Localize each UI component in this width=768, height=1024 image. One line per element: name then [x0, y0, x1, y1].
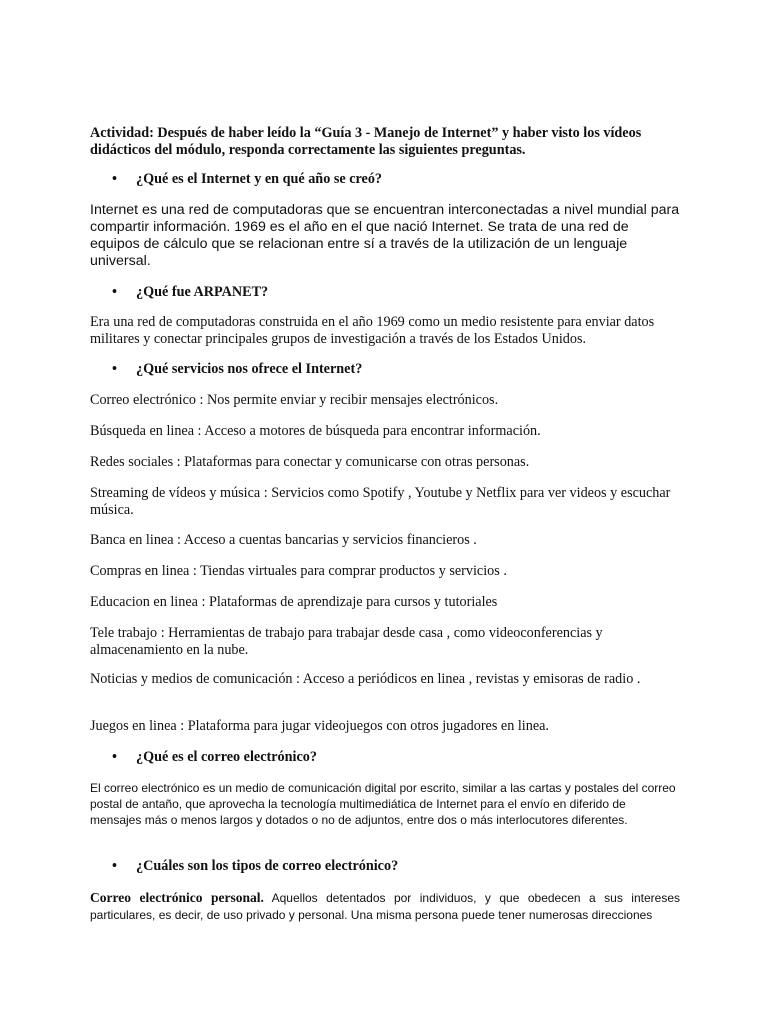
- service-item: Banca en linea : Acceso a cuentas bancarias y servicios financieros .: [90, 532, 477, 548]
- service-item: Correo electrónico : Nos permite enviar y recibir mensajes electrónicos.: [90, 392, 499, 408]
- service-item: Streaming de vídeos y música : Servicios como Spotify , Youtube y Netflix para ver videos y escuchar música.: [90, 485, 671, 518]
- service-item: Noticias y medios de comunicación : Acceso a periódicos en linea , revistas y emisoras de radio .: [90, 671, 641, 687]
- answer-5: [90, 890, 680, 923]
- question-3-text: ¿Qué servicios nos ofrece el Internet?: [136, 361, 363, 377]
- service-item: Redes sociales : Plataformas para conectar y comunicarse con otras personas.: [90, 454, 530, 470]
- answer-5-text: Aquellos detentados por individuos, y que obedecen a sus intereses particulares, es decir, de uso privado y personal. Una misma persona puede tener numerosas direcciones: [90, 891, 680, 922]
- bullet-icon: •: [112, 284, 117, 300]
- activity-instructions: Actividad: Después de haber leído la “Guía 3 - Manejo de Internet” y haber visto los vídeos didácticos del módulo, responda correctamente las siguientes preguntas.: [90, 125, 642, 158]
- service-item: Educacion en linea : Plataformas de aprendizaje para cursos y tutoriales: [90, 594, 498, 610]
- bullet-icon: •: [112, 749, 117, 765]
- service-item: Compras en linea : Tiendas virtuales para comprar productos y servicios .: [90, 563, 507, 579]
- bullet-icon: •: [112, 171, 117, 187]
- question-5-text: ¿Cuáles son los tipos de correo electrónico?: [136, 858, 399, 874]
- question-2-text: ¿Qué fue ARPANET?: [136, 284, 269, 300]
- service-item: Juegos en linea : Plataforma para jugar videojuegos con otros jugadores en linea.: [90, 718, 549, 734]
- answer-4: El correo electrónico es un medio de comunicación digital por escrito, similar a las cartas y postales del correo postal de antaño, que aprovecha la tecnología multimediática de Internet para el envío en diferido de mensajes más o menos largos y dotados o no de adjuntos, entre dos o más interlocutores diferentes.: [90, 781, 676, 827]
- question-1-text: ¿Qué es el Internet y en qué año se creó?: [136, 171, 383, 187]
- answer-1: Internet es una red de computadoras que se encuentran interconectadas a nivel mundial para compartir información. 1969 es el año en el que nació Internet. Se trata de una red de equipos de cálculo que se relacionan entre sí a través de la utilización de un lenguaje universal.: [90, 202, 680, 269]
- service-item: Tele trabajo : Herramientas de trabajo para trabajar desde casa , como videoconferencias y almacenamiento en la nube.: [90, 625, 603, 658]
- bullet-icon: •: [112, 858, 117, 874]
- question-4-text: ¿Qué es el correo electrónico?: [136, 749, 317, 765]
- service-item: Búsqueda en linea : Acceso a motores de búsqueda para encontrar información.: [90, 423, 541, 439]
- bullet-icon: •: [112, 361, 117, 377]
- answer-2: Era una red de computadoras construida en el año 1969 como un medio resistente para enviar datos militares y conectar principales grupos de investigación a través de los Estados Unidos.: [90, 314, 655, 347]
- answer-5-term: Correo electrónico personal.: [90, 890, 264, 905]
